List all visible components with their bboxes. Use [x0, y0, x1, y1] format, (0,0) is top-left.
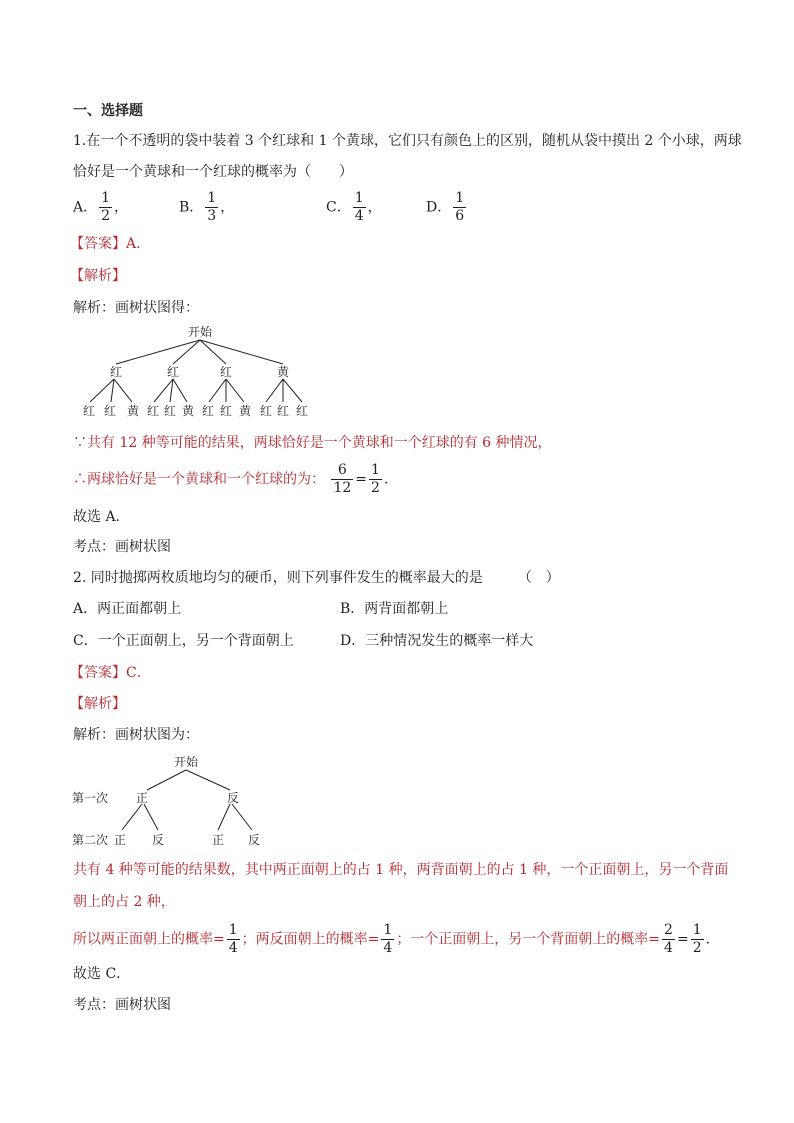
q2-stem: 2. 同时抛掷两枚质地均匀的硬币，则下列事件发生的概率最大的是 （ ）	[73, 570, 560, 586]
q1-tree-leaf: 红	[276, 404, 290, 418]
q2-answer: 【答案】C．	[70, 665, 151, 681]
q2-tree-node: 正	[135, 791, 149, 805]
q1-tree-leaf: 黄	[126, 404, 140, 418]
q2-choose: 故选 C．	[73, 966, 131, 982]
q1-tree-leaf: 黄	[238, 404, 252, 418]
q1-tree-leaf: 红	[146, 404, 160, 418]
q2-option-b: B．两背面都朝上	[340, 601, 449, 617]
q2-topic: 考点：画树状图	[73, 997, 171, 1013]
q1-tree-leaf: 红	[163, 404, 177, 418]
q1-tree-leaf: 红	[82, 404, 96, 418]
q2-fraction: $\frac{2}{4}$	[664, 922, 673, 956]
q1-tree-node: 红	[219, 365, 233, 379]
q1-answer: 【答案】A.	[70, 236, 141, 252]
q1-option-d: D． $\frac{1}{6}$	[426, 190, 465, 224]
q1-tree-node: 红	[166, 365, 180, 379]
section-title: 一、选择题	[73, 103, 143, 119]
q2-fraction: $\frac{1}{4}$	[228, 922, 238, 956]
q1-therefore-line: ∴两球恰好是一个黄球和一个红球的为： $\frac{6}{12}$ = $\frac{1}{2}$ .	[73, 462, 389, 496]
q1-tree-node: 红	[109, 365, 123, 379]
q2-analysis-label: 【解析】	[70, 696, 126, 712]
q2-analysis-intro: 解析：画树状图为：	[73, 727, 199, 743]
q1-choose: 故选 A.	[73, 509, 121, 525]
q1-since-text: ∵共有 12 种等可能的结果，两球恰好是一个黄球和一个红球的有 6 种情况，	[73, 435, 552, 451]
q2-explain-line1: 共有 4 种等可能的结果数，其中两正面朝上的占 1 种，两背面朝上的占 1 种，一个正面朝上，另一个背面	[73, 862, 729, 878]
q1-tree-leaf: 红	[219, 404, 233, 418]
q2-fraction: $\frac{1}{4}$	[383, 922, 393, 956]
q1-option-a: A． $\frac{1}{2}$ ，	[73, 190, 129, 224]
q1-stem-line2: 恰好是一个黄球和一个红球的概率为（ ）	[73, 164, 353, 180]
q1-tree-node: 黄	[276, 365, 290, 379]
q1-analysis-label: 【解析】	[70, 268, 126, 284]
q2-tree-diagram	[72, 752, 272, 852]
q1-tree-diagram	[76, 322, 326, 422]
q2-option-c: C．一个正面朝上，另一个背面朝上	[73, 633, 294, 649]
q2-tree-leaf: 正	[113, 833, 127, 847]
q2-fraction: $\frac{1}{2}$	[692, 922, 702, 956]
q1-tree-leaf: 红	[295, 404, 309, 418]
q1-fraction: $\frac{6}{12}$	[333, 462, 352, 496]
q2-tree-root: 开始	[173, 755, 199, 769]
q1-topic: 考点：画树状图	[73, 539, 171, 555]
q2-tree-row1-label: 第一次	[72, 791, 109, 805]
q1-tree-leaf: 红	[103, 404, 117, 418]
q2-probability-line: 所以两正面朝上的概率= $\frac{1}{4}$ ；两反面朝上的概率= $\frac{1}{4}$ ；一个正面朝上，另一个背面朝上的概率= $\frac{2}{4}$ = $\frac{1}{2}$ ．	[73, 922, 720, 956]
q2-tree-row2-label: 第二次	[72, 833, 109, 847]
q1-tree-leaf: 黄	[181, 404, 195, 418]
q1-fraction: $\frac{1}{2}$	[371, 462, 380, 496]
q1-therefore-text: ∴两球恰好是一个黄球和一个红球的为：	[73, 471, 325, 488]
q1-option-b: B． $\frac{1}{3}$ ，	[179, 190, 235, 224]
q2-tree-leaf: 反	[151, 833, 165, 847]
q2-option-a: A．两正面都朝上	[73, 601, 182, 617]
q1-option-c: C． $\frac{1}{4}$ ，	[326, 190, 382, 224]
q1-stem-line1: 1.在一个不透明的袋中装着 3 个红球和 1 个黄球，它们只有颜色上的区别，随机从袋中摸出 2 个小球，两球	[73, 133, 742, 149]
q2-explain-line2: 朝上的占 2 种，	[73, 894, 175, 910]
q2-option-d: D．三种情况发生的概率一样大	[340, 633, 534, 649]
q1-analysis-intro: 解析：画树状图得：	[73, 300, 199, 316]
q1-tree-root: 开始	[187, 325, 213, 339]
q1-tree-leaf: 红	[259, 404, 273, 418]
q2-tree-leaf: 反	[247, 833, 261, 847]
q1-tree-leaf: 红	[201, 404, 215, 418]
q2-tree-node: 反	[226, 791, 240, 805]
q2-tree-leaf: 正	[211, 833, 225, 847]
